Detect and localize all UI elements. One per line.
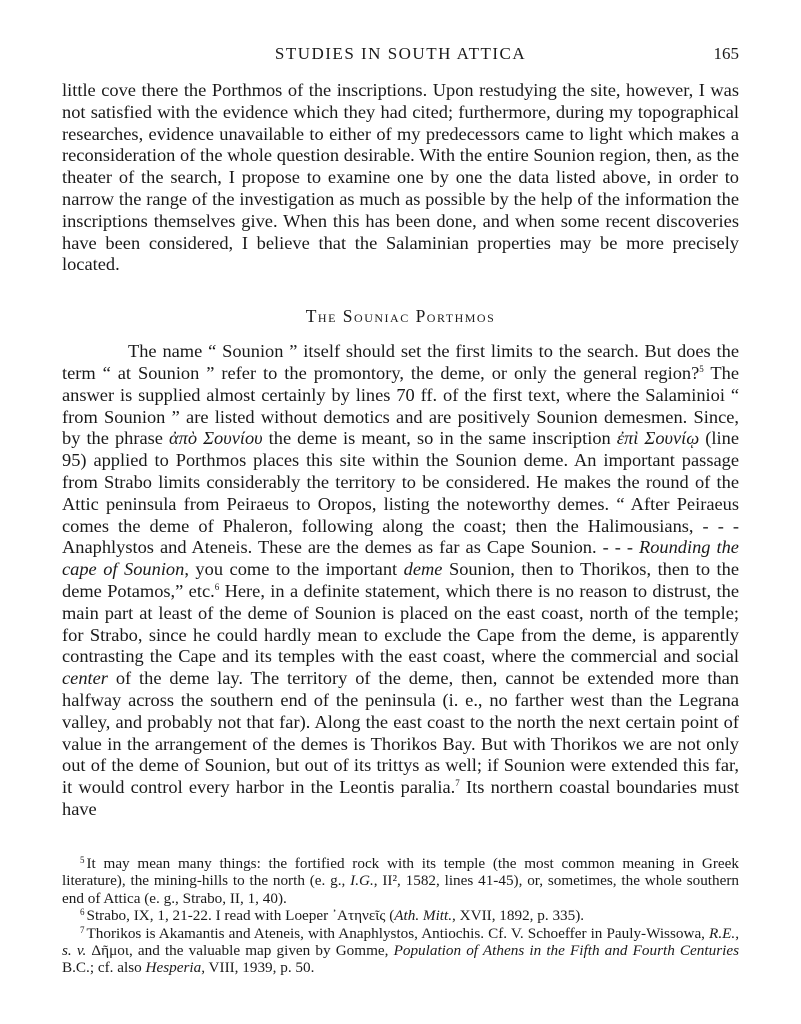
body-text: (line 95) applied to Porthmos places this site within the Sounion deme. An important passage from Strabo limits considerably the territory to be considered. He makes the round of the Attic peninsula from Peiraeus to Oropos, listing the noteworthy demes. “ After Peiraeus comes the deme of Phaleron, following along the coast; then the Halimousians, - - - Anaphlystos and Ateneis. These are the demes as far as Cape Sounion. - - - bbox=[62, 428, 739, 558]
footnote-number: 5 bbox=[80, 855, 85, 865]
footnote-italic: Ath. Mitt. bbox=[394, 907, 453, 925]
footnote-text: , VIII, 1939, p. 50. bbox=[201, 959, 315, 977]
italic-phrase: deme bbox=[403, 559, 443, 580]
footnote-ref-6: 6 bbox=[214, 581, 220, 592]
footnote-greek: Δῆμοι bbox=[91, 942, 129, 960]
page-header bbox=[62, 44, 739, 68]
body-text: The answer is supplied almost certainly by lines 70 ff. of the first text, where the Salaminioi “ from Sounion ” are listed without demotics and are positively Sounion demesmen. Since, by the phrase bbox=[62, 362, 739, 449]
italic-phrase: center bbox=[62, 668, 108, 689]
footnote-italic: s. v. bbox=[62, 942, 87, 960]
italic-phrase: Rounding the cape of Sounion bbox=[62, 537, 739, 580]
body-text: of the deme lay. The territory of the deme, then, cannot be extended more than halfway across the southern end of the peninsula (i. e., no farther west than the Legrana valley, and probably not that far). Along the east coast to the north the next certain point of value in the arrangement of the demes is Thorikos Bay. But with Thorikos we are not only out of the deme of Sounion, but out of its trittys as well; if Sounion were extended this far, it would control every harbor in the Leontis paralia. bbox=[62, 668, 739, 798]
section-heading: The Souniac Porthmos bbox=[305, 306, 496, 327]
footnote-number: 7 bbox=[80, 924, 85, 935]
body-text: the deme is meant, so in the same inscription bbox=[262, 428, 617, 449]
greek-phrase: ἐπὶ Σουνίῳ bbox=[616, 428, 700, 449]
footnote-text: ( bbox=[385, 907, 395, 925]
footnote-italic: R.E. bbox=[709, 924, 736, 942]
footnote-text: , II², 1582, lines 41-45), or, sometimes, the whole southern end of Attica (e. g., Strabo, II, 1, 40). bbox=[62, 872, 739, 907]
body-text: Here, in a definite statement, which there is no reason to distrust, the main part at least of the deme of Sounion is placed on the east coast, north of the temple; for Strabo, since he could hardly mean to exclude the Cape from the deme, is apparently contrasting the Cape and its temples with the east coast, where the commercial and social bbox=[62, 580, 739, 667]
page-number: 165 bbox=[713, 44, 739, 63]
footnote-ref-5: 5 bbox=[699, 363, 704, 374]
footnote-text: Strabo, IX, 1, 21-22. I read with Loeper bbox=[86, 907, 332, 925]
footnote-italic: Population of Athens in the Fifth and Fourth Centuries bbox=[393, 942, 739, 960]
body-text: Sounion, then to Thorikos, then to the deme Potamos,” etc. bbox=[62, 559, 740, 601]
footnote-greek: ᾿Ατηνεῖς bbox=[331, 907, 386, 925]
footnote-italic: I.G. bbox=[350, 872, 374, 890]
footnote-5 bbox=[62, 855, 739, 907]
footnote-ref-7: 7 bbox=[455, 778, 460, 789]
footnote-text: , bbox=[735, 924, 739, 942]
footnote-7 bbox=[62, 925, 739, 977]
footnote-6 bbox=[62, 907, 739, 924]
footnotes bbox=[62, 855, 739, 977]
footnote-text: It may mean many things: the fortified rock with its temple (the most common meaning in Greek literature), the mining-hills to the north (e. g., bbox=[62, 855, 739, 890]
footnote-text: B.C.; cf. also bbox=[62, 959, 146, 977]
footnote-text: Thorikos is Akamantis and Ateneis, with Anaphlystos, Antiochis. Cf. V. Schoeffer in Pauly-Wissowa, bbox=[86, 924, 710, 942]
body-paragraph bbox=[62, 341, 739, 821]
body-text: , you come to the important bbox=[184, 559, 404, 580]
body-text: Its northern coastal boundaries must have bbox=[62, 777, 740, 819]
body-text: The name “ Sounion ” itself should set the first limits to the search. But does the term “ at Sounion ” refer to the promontory, the deme, or only the general region? bbox=[62, 341, 739, 383]
main-text bbox=[62, 80, 739, 821]
greek-phrase: ἀπὸ Σουνίου bbox=[169, 428, 263, 449]
footnote-text: , and the valuable map given by Gomme, bbox=[128, 942, 394, 960]
footnote-number: 6 bbox=[80, 907, 85, 918]
footnote-text: , XVII, 1892, p. 335). bbox=[452, 907, 585, 925]
footnote-italic: Hesperia bbox=[145, 959, 202, 977]
running-title: STUDIES IN SOUTH ATTICA bbox=[274, 44, 527, 63]
intro-paragraph: little cove there the Porthmos of the inscriptions. Upon restudying the site, however, I was not satisfied with the evidence which they had cited; furthermore, during my topographical researches, evidence unavailable to either of my predecessors came to light which makes a reconsideration of the whole question desirable. With the entire Sounion region, then, as the theater of the search, I propose to examine one by one the data listed above, in order to narrow the range of the investigation as much as possible by the help of the information the inscriptions themselves give. When this has been done, and when some recent discoveries have been considered, I believe that the Salaminian properties may be more precisely located. bbox=[62, 80, 739, 275]
